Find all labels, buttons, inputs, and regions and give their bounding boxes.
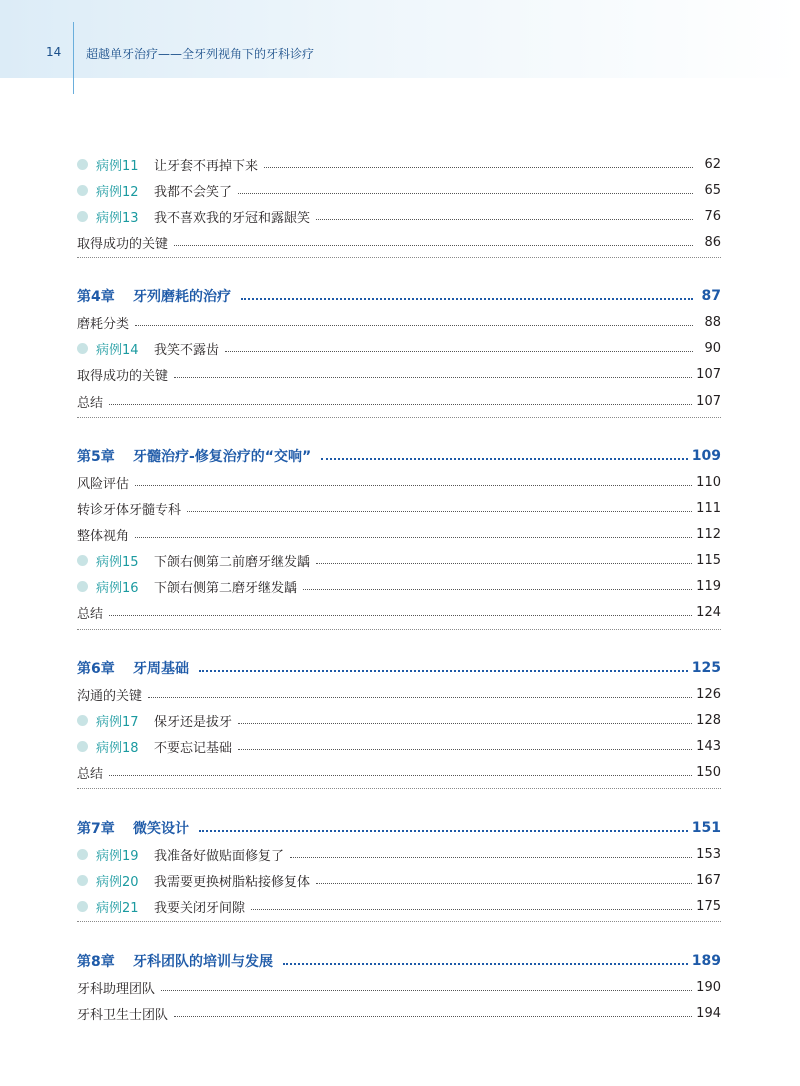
dot-leader (225, 351, 693, 352)
entry-title: 磨耗分类 (77, 316, 130, 332)
page-ref: 175 (696, 898, 721, 914)
section-divider (77, 257, 721, 258)
page-ref: 189 (691, 953, 721, 969)
toc-case-row[interactable] (77, 204, 721, 228)
chapter-label: 第6章 (77, 661, 115, 677)
dot-leader (135, 485, 692, 486)
entry-title: 让牙套不再掉下来 (154, 158, 259, 174)
page-ref: 126 (696, 686, 721, 702)
page-ref: 86 (704, 234, 721, 250)
case-label: 病例14 (96, 342, 139, 358)
case-label: 病例15 (96, 554, 139, 570)
entry-title: 总结 (77, 395, 104, 411)
dot-leader (135, 325, 693, 326)
chapter-title: 牙周基础 (133, 661, 189, 677)
dot-leader (290, 857, 692, 858)
toc-item-row[interactable] (77, 522, 721, 546)
dot-leader (238, 723, 692, 724)
toc-item-row[interactable] (77, 362, 721, 386)
toc-chapter-row[interactable] (77, 656, 721, 680)
page-ref: 87 (701, 288, 721, 304)
entry-title: 牙科卫生士团队 (77, 1007, 169, 1023)
page-ref: 143 (696, 738, 721, 754)
entry-title: 我笑不露齿 (154, 342, 220, 358)
dot-leader (241, 298, 693, 300)
book-title: 超越单牙治疗——全牙列视角下的牙科诊疗 (86, 47, 315, 61)
toc-item-row[interactable] (77, 1001, 721, 1025)
page-ref: 151 (691, 820, 721, 836)
toc-case-row[interactable] (77, 152, 721, 176)
case-bullet-icon (77, 185, 88, 196)
entry-title: 风险评估 (77, 476, 130, 492)
entry-title: 转诊牙体牙髓专科 (77, 502, 182, 518)
case-label: 病例19 (96, 848, 139, 864)
toc-item-row[interactable] (77, 975, 721, 999)
entry-title: 取得成功的关键 (77, 368, 169, 384)
toc-chapter-row[interactable] (77, 949, 721, 973)
toc-item-row[interactable] (77, 230, 721, 254)
dot-leader (264, 167, 693, 168)
page-ref: 115 (696, 552, 721, 568)
dot-leader (109, 615, 692, 616)
toc-chapter-row[interactable] (77, 444, 721, 468)
case-label: 病例18 (96, 740, 139, 756)
dot-leader (109, 775, 692, 776)
page-ref: 167 (696, 872, 721, 888)
dot-leader (174, 1016, 692, 1017)
case-label: 病例13 (96, 210, 139, 226)
page-ref: 62 (704, 156, 721, 172)
dot-leader (148, 697, 692, 698)
entry-title: 取得成功的关键 (77, 236, 169, 252)
dot-leader (316, 563, 692, 564)
case-bullet-icon (77, 715, 88, 726)
toc-case-row[interactable] (77, 336, 721, 360)
page-ref: 76 (704, 208, 721, 224)
entry-title: 沟通的关键 (77, 688, 143, 704)
page-ref: 90 (704, 340, 721, 356)
section-divider (77, 417, 721, 418)
entry-title: 下颌右侧第二前磨牙继发龋 (154, 554, 311, 570)
case-label: 病例17 (96, 714, 139, 730)
dot-leader (321, 458, 688, 460)
toc-chapter-row[interactable] (77, 284, 721, 308)
dot-leader (283, 963, 688, 965)
dot-leader (109, 404, 692, 405)
toc-case-row[interactable] (77, 734, 721, 758)
case-label: 病例16 (96, 580, 139, 596)
chapter-title: 牙科团队的培训与发展 (133, 954, 273, 970)
page-ref: 65 (704, 182, 721, 198)
toc-item-row[interactable] (77, 310, 721, 334)
toc-case-row[interactable] (77, 708, 721, 732)
page-ref: 112 (696, 526, 721, 542)
page-ref: 111 (696, 500, 721, 516)
case-bullet-icon (77, 581, 88, 592)
chapter-label: 第7章 (77, 821, 115, 837)
header-divider (73, 22, 74, 94)
dot-leader (238, 749, 692, 750)
case-bullet-icon (77, 343, 88, 354)
section-divider (77, 629, 721, 630)
toc-item-row[interactable] (77, 496, 721, 520)
toc-case-row[interactable] (77, 548, 721, 572)
entry-title: 我不喜欢我的牙冠和露龈笑 (154, 210, 311, 226)
page-ref: 150 (696, 764, 721, 780)
toc-item-row[interactable] (77, 470, 721, 494)
entry-title: 总结 (77, 766, 104, 782)
chapter-label: 第5章 (77, 449, 115, 465)
dot-leader (238, 193, 693, 194)
case-bullet-icon (77, 875, 88, 886)
page-ref: 194 (696, 1005, 721, 1021)
entry-title: 我要关闭牙间隙 (154, 900, 246, 916)
dot-leader (174, 245, 693, 246)
dot-leader (316, 883, 692, 884)
page-header (0, 0, 800, 78)
page-ref: 107 (696, 366, 721, 382)
case-label: 病例20 (96, 874, 139, 890)
entry-title: 保牙还是拔牙 (154, 714, 233, 730)
case-bullet-icon (77, 901, 88, 912)
case-bullet-icon (77, 159, 88, 170)
case-label: 病例21 (96, 900, 139, 916)
dot-leader (161, 990, 692, 991)
dot-leader (174, 377, 692, 378)
chapter-title: 牙列磨耗的治疗 (133, 289, 231, 305)
dot-leader (135, 537, 692, 538)
chapter-title: 牙髓治疗-修复治疗的“交响” (133, 449, 312, 465)
page-ref: 190 (696, 979, 721, 995)
dot-leader (316, 219, 693, 220)
toc-case-row[interactable] (77, 868, 721, 892)
dot-leader (199, 670, 688, 672)
page-ref: 119 (696, 578, 721, 594)
toc-item-row[interactable] (77, 682, 721, 706)
toc-item-row[interactable] (77, 600, 721, 624)
entry-title: 不要忘记基础 (154, 740, 233, 756)
case-bullet-icon (77, 849, 88, 860)
case-bullet-icon (77, 555, 88, 566)
chapter-label: 第8章 (77, 954, 115, 970)
toc-case-row[interactable] (77, 178, 721, 202)
chapter-title: 微笑设计 (133, 821, 189, 837)
page-ref: 125 (691, 660, 721, 676)
toc-case-row[interactable] (77, 894, 721, 918)
dot-leader (199, 830, 688, 832)
toc-item-row[interactable] (77, 760, 721, 784)
case-label: 病例12 (96, 184, 139, 200)
chapter-label: 第4章 (77, 289, 115, 305)
section-divider (77, 921, 721, 922)
toc-case-row[interactable] (77, 574, 721, 598)
toc-chapter-row[interactable] (77, 816, 721, 840)
page-ref: 110 (696, 474, 721, 490)
page-number: 14 (46, 45, 62, 59)
entry-title: 下颌右侧第二磨牙继发龋 (154, 580, 298, 596)
entry-title: 整体视角 (77, 528, 130, 544)
page-ref: 107 (696, 393, 721, 409)
page-ref: 109 (691, 448, 721, 464)
toc-case-row[interactable] (77, 842, 721, 866)
entry-title: 我准备好做贴面修复了 (154, 848, 285, 864)
entry-title: 牙科助理团队 (77, 981, 156, 997)
entry-title: 我需要更换树脂粘接修复体 (154, 874, 311, 890)
page-ref: 88 (704, 314, 721, 330)
page-ref: 124 (696, 604, 721, 620)
case-bullet-icon (77, 741, 88, 752)
dot-leader (251, 909, 692, 910)
toc-item-row[interactable] (77, 389, 721, 413)
page-ref: 153 (696, 846, 721, 862)
case-label: 病例11 (96, 158, 139, 174)
entry-title: 总结 (77, 606, 104, 622)
dot-leader (187, 511, 692, 512)
entry-title: 我都不会笑了 (154, 184, 233, 200)
section-divider (77, 788, 721, 789)
dot-leader (303, 589, 692, 590)
page-ref: 128 (696, 712, 721, 728)
case-bullet-icon (77, 211, 88, 222)
